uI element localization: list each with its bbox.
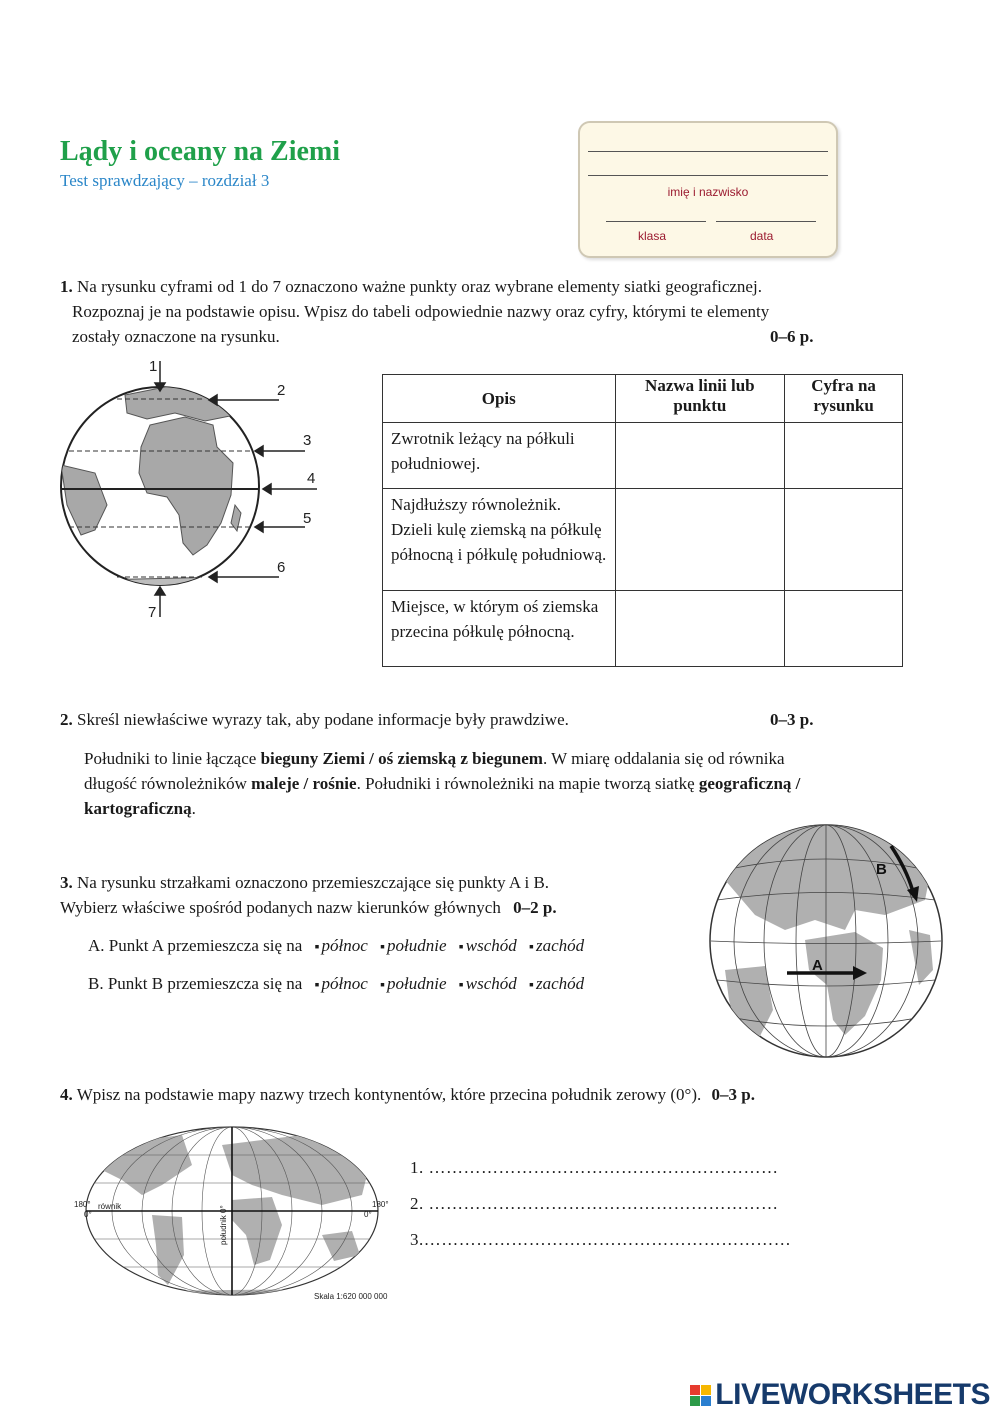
globe-label-a: A — [812, 957, 823, 974]
q2-seg-2: . W miarę oddalania się od równika — [542, 749, 785, 768]
name-line-2[interactable] — [588, 175, 828, 176]
map-label-zero-right: 0° — [364, 1210, 372, 1219]
q3a-option-north[interactable]: ▪ północ — [315, 936, 368, 955]
q1-line1 — [60, 274, 762, 299]
q3-item-a-text: A. Punkt A przemieszcza się na — [88, 936, 303, 955]
q4-prompt — [60, 1082, 755, 1107]
logo-icon — [690, 1385, 711, 1406]
q3a-option-east[interactable]: ▪ wschód — [459, 936, 517, 955]
q2-seg-3: długość równoleżników — [84, 774, 252, 793]
q4-number: 4. — [60, 1085, 73, 1104]
q3-number: 3. — [60, 873, 73, 892]
q2-number: 2. — [60, 710, 73, 729]
q2-choice-3b[interactable]: kartograficzną — [84, 799, 192, 818]
logo-text: LIVEWORKSHEETS — [715, 1378, 990, 1411]
figure-label-3: 3 — [303, 432, 312, 449]
row-desc: Miejsce, w którym oś ziemska przecina półkulę północną. — [383, 591, 616, 667]
map-label-lon-right: 180° — [372, 1200, 389, 1209]
name-label: imię i nazwisko — [667, 185, 749, 199]
row-desc: Najdłuższy równoleżnik. Dzieli kulę ziemską na półkulę północną i półkulę południową. — [383, 489, 616, 591]
table-row — [383, 591, 903, 667]
page-subtitle: Test sprawdzający – rozdział 3 — [60, 171, 270, 190]
liveworksheets-logo[interactable] — [690, 1378, 990, 1412]
figure-label-7: 7 — [148, 604, 157, 621]
figure-label-2: 2 — [277, 382, 286, 399]
page-title: Lądy i oceany na Ziemi — [60, 136, 341, 167]
row-digit-cell[interactable] — [785, 591, 903, 667]
answer-line-3[interactable]: 3.……………………………………………………… — [410, 1230, 792, 1249]
row-name-cell[interactable] — [615, 423, 785, 489]
q1-table — [382, 374, 903, 667]
q1-points: 0–6 p. — [770, 327, 814, 346]
map-label-zero-left: 0° — [84, 1210, 92, 1219]
row-digit-cell[interactable] — [785, 489, 903, 591]
q1-text-2: Rozpoznaj je na podstawie opisu. Wpisz do tabeli odpowiednie nazwy oraz cyfry, którymi te elementy — [72, 302, 770, 321]
map-label-meridian: południk 0° — [219, 1205, 228, 1245]
map-label-lon-left: 180° — [74, 1200, 91, 1209]
q3a-option-south[interactable]: ▪ południe — [380, 936, 446, 955]
figure-label-6: 6 — [277, 559, 286, 576]
q3-line1 — [60, 870, 549, 895]
q3a-option-west[interactable]: ▪ zachód — [529, 936, 584, 955]
q3-item-b — [88, 971, 584, 998]
date-label: data — [750, 229, 774, 243]
student-info-box — [578, 121, 838, 258]
name-line-1[interactable] — [588, 151, 828, 152]
table-row — [383, 489, 903, 591]
table-row — [383, 423, 903, 489]
answer-line-1[interactable]: 1. …………………………………………………… — [410, 1158, 779, 1177]
q2-choice-3a[interactable]: geograficzną / — [698, 774, 801, 793]
q1-number: 1. — [60, 277, 73, 296]
q3-points: 0–2 p. — [513, 898, 557, 917]
q3-text-1: Na rysunku strzałkami oznaczono przemieszczające się punkty A i B. — [77, 873, 550, 892]
q3b-option-west[interactable]: ▪ zachód — [529, 974, 584, 993]
q2-text: Skreśl niewłaściwe wyrazy tak, aby podane informacje były prawdziwe. — [77, 710, 569, 729]
q2-paragraph — [84, 746, 944, 821]
q2-seg-1: Południki to linie łączące — [84, 749, 261, 768]
class-label: klasa — [638, 229, 667, 243]
figure-label-4: 4 — [307, 470, 316, 487]
q1-text-1: Na rysunku cyframi od 1 do 7 oznaczono ważne punkty oraz wybrane elementy siatki geograficznej. — [77, 277, 762, 296]
table-header-row — [383, 375, 903, 423]
q2-choice-2[interactable]: maleje / rośnie — [251, 774, 357, 793]
col-header-digit: Cyfra na rysunku — [785, 375, 903, 423]
q3-line2 — [60, 895, 557, 920]
map-label-scale: Skala 1:620 000 000 — [314, 1292, 388, 1301]
row-name-cell[interactable] — [615, 591, 785, 667]
q3-item-a — [88, 933, 584, 960]
q4-world-map — [72, 1125, 402, 1305]
q3-text-2: Wybierz właściwe spośród podanych nazw kierunków głównych — [60, 898, 501, 917]
figure-label-1: 1 — [149, 358, 158, 375]
col-header-name: Nazwa linii lub punktu — [615, 375, 785, 423]
row-name-cell[interactable] — [615, 489, 785, 591]
map-label-equator: równik — [98, 1202, 122, 1211]
q1-globe-figure — [55, 355, 335, 625]
q3b-option-south[interactable]: ▪ południe — [380, 974, 446, 993]
q1-text-3: zostały oznaczone na rysunku. — [72, 327, 280, 346]
q2-choice-1[interactable]: bieguny Ziemi / oś ziemską z biegunem — [260, 749, 543, 768]
date-line[interactable] — [716, 221, 816, 222]
globe-label-b: B — [876, 861, 887, 878]
answer-line-2[interactable]: 2. …………………………………………………… — [410, 1194, 779, 1213]
figure-label-5: 5 — [303, 510, 312, 527]
q3b-option-north[interactable]: ▪ północ — [315, 974, 368, 993]
col-header-desc: Opis — [383, 375, 616, 423]
row-desc: Zwrotnik leżący na półkuli południowej. — [383, 423, 616, 489]
q2-seg-4: . Południki i równoleżniki na mapie tworzą siatkę — [356, 774, 699, 793]
class-line[interactable] — [606, 221, 706, 222]
row-digit-cell[interactable] — [785, 423, 903, 489]
q3-item-b-text: B. Punkt B przemieszcza się na — [88, 974, 303, 993]
q2-seg-5: . — [191, 799, 196, 818]
q4-points: 0–3 p. — [711, 1085, 755, 1104]
q2-points: 0–3 p. — [770, 710, 814, 729]
q3b-option-east[interactable]: ▪ wschód — [459, 974, 517, 993]
q4-text: Wpisz na podstawie mapy nazwy trzech kontynentów, które przecina południk zerowy (0°). — [76, 1085, 702, 1104]
q3-globe-figure — [705, 820, 950, 1060]
q2-prompt — [60, 707, 569, 732]
